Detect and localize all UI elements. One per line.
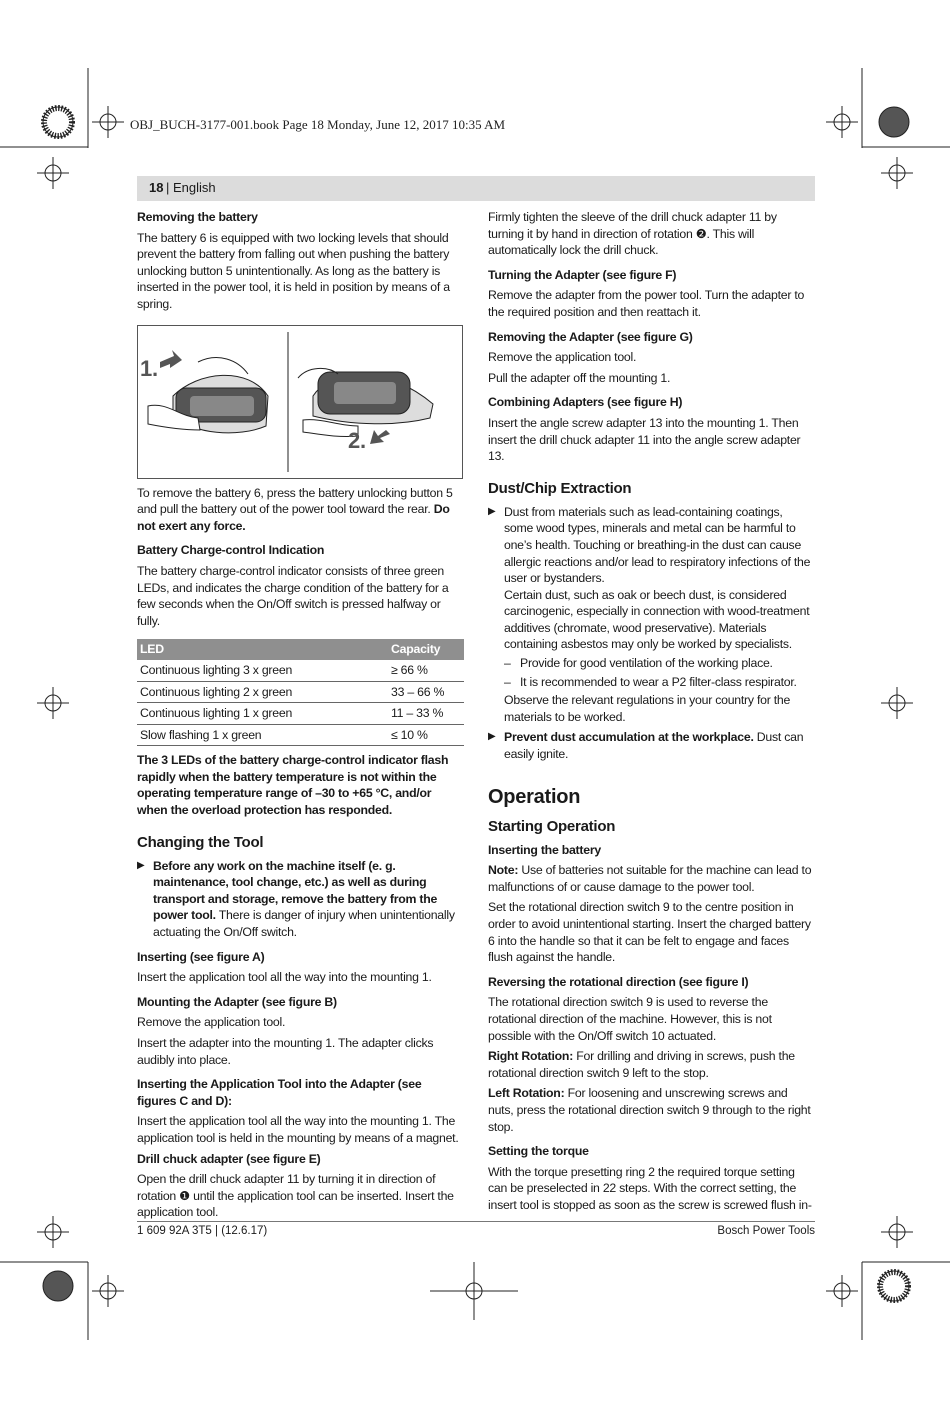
paragraph: With the torque presetting ring 2 the required torque setting can be preselected in 22 steps. With the correct setting, the insert tool is stopped as soon as the screw is screwed flush in- <box>488 1164 812 1212</box>
right-rotation-text: For drilling and driving in screws, push the rotational direction switch 9 left to the stop. <box>488 1049 795 1080</box>
right-column <box>488 209 814 1218</box>
triangle-bullet-icon: ▶ <box>137 859 145 871</box>
remove-instruction: To remove the battery 6, press the battery unlocking button 5 and pull the battery out of the power tool toward the rear. <box>137 485 453 517</box>
paragraph <box>488 1048 814 1081</box>
dash-text: Provide for good ventilation of the working place. <box>520 656 773 671</box>
table-row <box>137 724 464 746</box>
section-title: Inserting (see figure A) <box>137 949 265 964</box>
triangle-bullet-icon: ▶ <box>488 731 496 743</box>
page-number: 18 <box>149 180 164 195</box>
paragraph: Firmly tighten the sleeve of the drill chuck adapter 11 by turning it by hand in direction of rotation ❷. This will automatically lock the drill chuck. <box>488 210 777 258</box>
section-title: Removing the Adapter (see figure G) <box>488 329 693 344</box>
table-cell: Slow flashing 1 x green <box>137 724 388 746</box>
table-cell: Continuous lighting 1 x green <box>137 703 388 725</box>
section-title: Removing the battery <box>137 210 258 224</box>
paragraph <box>488 862 814 895</box>
table-row <box>137 681 464 703</box>
footer-doc-number: 1 609 92A 3T5 | (12.6.17) <box>137 1225 268 1237</box>
dash-item <box>504 674 814 691</box>
paragraph: Remove the application tool. <box>488 350 637 365</box>
section-title: Drill chuck adapter (see figure E) <box>137 1151 321 1166</box>
paragraph: Insert the angle screw adapter 13 into the mounting 1. Then insert the drill chuck adapter 11 into the angle screw adapter 13. <box>488 415 801 464</box>
paragraph: Set the rotational direction switch 9 to the centre position in order to avoid unintentional starting. Insert the charged battery 6 into the handle so that it can be felt to engage and faces flush against the handle. <box>488 900 811 965</box>
left-rotation-label: Left Rotation: <box>488 1086 565 1101</box>
section-title: Setting the torque <box>488 1144 589 1159</box>
table-cell: 33 – 66 % <box>388 681 464 703</box>
dash-icon: – <box>504 674 511 689</box>
paragraph: Insert the application tool all the way into the mounting 1. <box>137 970 432 985</box>
left-rotation-text: For loosening and unscrewing screws and nuts, press the rotational direction switch 9 through to the right stop. <box>488 1086 811 1134</box>
paragraph: Insert the application tool all the way into the mounting 1. The application tool is held in the mounting by means of a magnet. <box>137 1114 459 1145</box>
paragraph: Pull the adapter off the mounting 1. <box>488 370 671 385</box>
page-header-band <box>137 176 815 201</box>
bullet-item <box>137 858 463 941</box>
print-header: OBJ_BUCH-3177-001.book Page 18 Monday, June 12, 2017 10:35 AM <box>130 117 506 132</box>
paragraph: The rotational direction switch 9 is used to reverse the rotational direction of the machine. However, this is not possible with the On/Off switch 10 actuated. <box>488 995 772 1043</box>
table-header: LED <box>137 639 388 660</box>
paragraph <box>137 485 463 535</box>
section-title: Reversing the rotational direction (see figure I) <box>488 974 749 989</box>
right-rotation-label: Right Rotation: <box>488 1049 574 1064</box>
table-cell: ≤ 10 % <box>388 724 464 746</box>
section-title: Battery Charge-control Indication <box>137 543 325 558</box>
paragraph: The battery charge-control indicator consists of three green LEDs, and indicates the charge condition of the battery for a few seconds when the On/Off switch is pressed halfway or fully. <box>137 563 449 628</box>
table-cell: Continuous lighting 3 x green <box>137 660 388 681</box>
section-heading: Starting Operation <box>488 817 616 835</box>
table-row <box>137 703 464 725</box>
battery-removal-figure <box>137 325 463 479</box>
chapter-heading: Operation <box>488 785 581 808</box>
section-title: Turning the Adapter (see figure F) <box>488 267 677 282</box>
table-header: Capacity <box>388 639 464 660</box>
paragraph <box>488 1085 814 1135</box>
paragraph: Remove the adapter from the power tool. Turn the adapter to the required position and then reattach it. <box>488 288 805 319</box>
figure-label-1: 1. <box>140 355 158 381</box>
footer-brand: Bosch Power Tools <box>717 1225 815 1237</box>
section-title: Inserting the Application Tool into the Adapter (see figures C and D): <box>137 1077 422 1108</box>
left-column <box>137 209 463 1225</box>
paragraph: Open the drill chuck adapter 11 by turning it in direction of rotation ❶ until the application tool can be inserted. Insert the application tool. <box>137 1172 454 1220</box>
remove-warning: Do not exert any force. <box>137 502 450 533</box>
section-title: Inserting the battery <box>488 842 601 857</box>
section-heading: Dust/Chip Extraction <box>488 479 632 497</box>
section-heading: Changing the Tool <box>137 833 264 851</box>
figure-label-2: 2. <box>348 427 366 453</box>
paragraph: Remove the application tool. <box>137 1015 286 1030</box>
dash-item <box>504 655 814 672</box>
bullet-text: Certain dust, such as oak or beech dust, is considered carcinogenic, especially in connection with wood-treatment additives (chromate, wood preservative). Materials containing asbestos may only be worked by specialists. <box>504 587 810 652</box>
bullet-text: There is danger of injury when unintentionally actuating the On/Off switch. <box>153 908 455 940</box>
section-title: Mounting the Adapter (see figure B) <box>137 994 337 1009</box>
paragraph: Insert the adapter into the mounting 1. The adapter clicks audibly into place. <box>137 1036 434 1067</box>
page-footer <box>137 1221 815 1237</box>
paragraph: The battery 6 is equipped with two locking levels that should prevent the battery from falling out when pushing the battery unlocking button 5 unintentionally. As long as the battery is inserted in the power tool, it is held in position by means of a spring. <box>137 230 450 311</box>
bullet-bold: Before any work on the machine itself (e. g. maintenance, tool change, etc.) as well as during transport and storage, remove the battery from the power tool. <box>153 858 438 923</box>
table-row <box>137 660 464 681</box>
bullet-text: Dust from materials such as lead-containing coatings, some wood types, minerals and metal can be harmful to one’s health. Touching or breathing-in the dust can cause allergic reactions and/or lead to respiratory infections of the user or bystanders. <box>504 504 811 586</box>
led-capacity-table <box>137 639 464 746</box>
bullet-item <box>488 729 814 762</box>
bullet-text: Observe the relevant regulations in your country for the materials to be worked. <box>504 693 791 724</box>
table-cell: Continuous lighting 2 x green <box>137 681 388 703</box>
section-title: Combining Adapters (see figure H) <box>488 395 683 410</box>
bullet-text: Dust can easily ignite. <box>504 730 804 762</box>
dash-text: It is recommended to wear a P2 filter-class respirator. <box>520 674 797 689</box>
bullet-bold: Prevent dust accumulation at the workplace. <box>504 730 754 745</box>
table-cell: 11 – 33 % <box>388 703 464 725</box>
page-language: | English <box>166 180 216 195</box>
dash-icon: – <box>504 656 511 671</box>
table-cell: ≥ 66 % <box>388 660 464 681</box>
note-text: Use of batteries not suitable for the machine can lead to malfunctions of or cause damage to the power tool. <box>488 863 812 894</box>
bullet-item <box>488 504 814 726</box>
battery-removal-illustration <box>138 326 462 478</box>
led-warning: The 3 LEDs of the battery charge-control indicator flash rapidly when the battery temperature is not within the operating temperature range of –30 to +65 °C, and/or when the overload protection has responded. <box>137 753 449 818</box>
note-label: Note: <box>488 863 519 878</box>
triangle-bullet-icon: ▶ <box>488 505 496 517</box>
